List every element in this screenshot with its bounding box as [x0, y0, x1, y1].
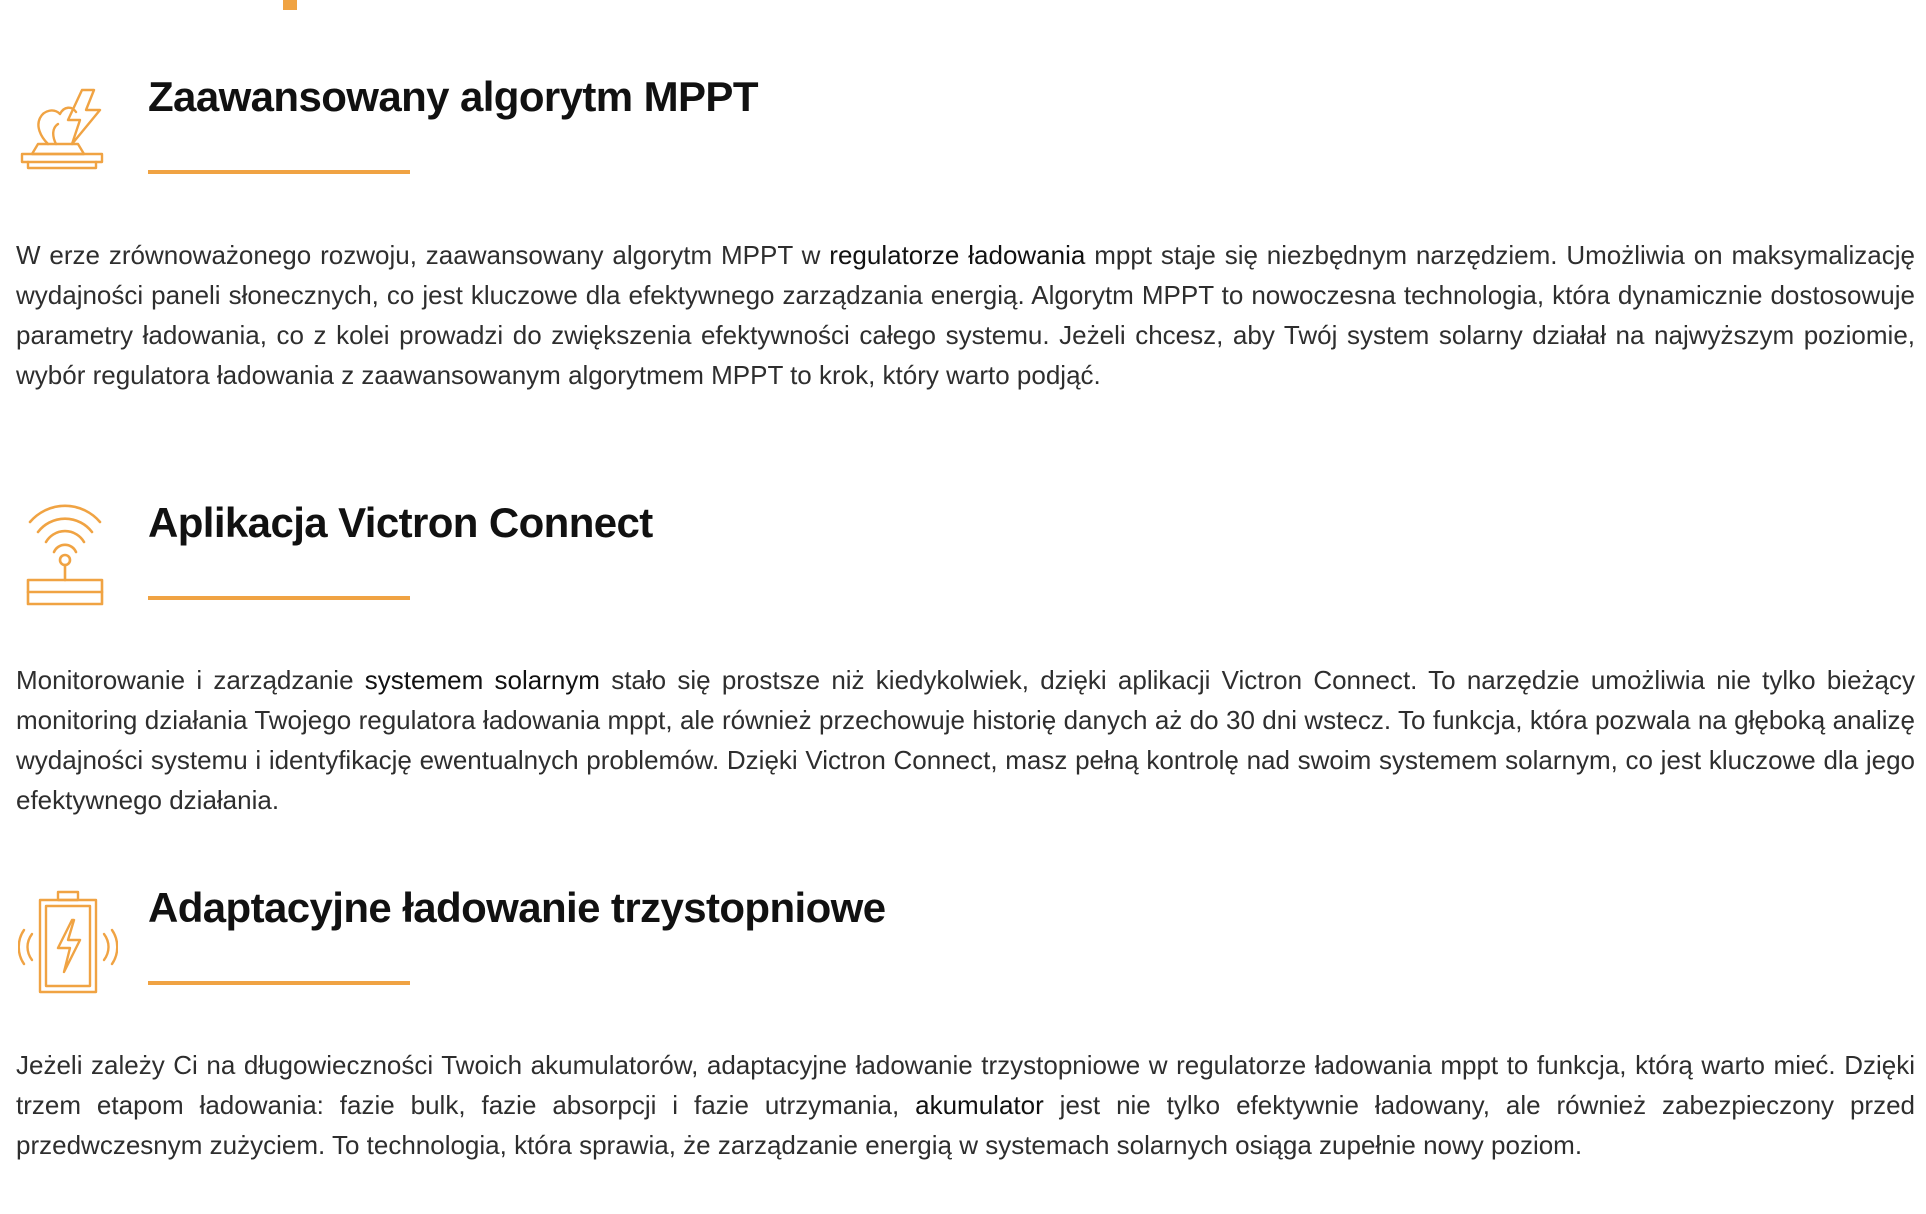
keyword-link[interactable]: akumulator: [915, 1090, 1044, 1120]
section-paragraph: [16, 235, 1915, 395]
keyword-link[interactable]: systemem solarnym: [364, 665, 600, 695]
paragraph-text: stało się prostsze niż kiedykolwiek, dzięki aplikacji Victron Connect. To narzędzie umożliwia nie tylko bieżący monitoring działania Twojego regulatora ładowania mppt, ale również przechowuje historię danych aż do 30 dni wstecz. To funkcja, która pozwala na głęboką analizę wydajności systemu i identyfikację ewentualnych problemów. Dzięki Victron Connect, masz pełną kontrolę nad swoim systemem solarnym, co jest kluczowe dla jego efektywnego działania.: [16, 665, 1915, 815]
section-title: Aplikacja Victron Connect: [148, 499, 653, 546]
title-underline: [148, 981, 410, 985]
solar-panel-lightning-icon: [18, 86, 108, 172]
top-accent-bar: [283, 0, 297, 10]
wifi-router-icon: [18, 502, 108, 606]
keyword-link[interactable]: regulatorze ładowania: [829, 240, 1086, 270]
battery-charging-icon: [18, 890, 118, 994]
title-underline: [148, 170, 410, 174]
paragraph-text: jest nie tylko efektywnie ładowany, ale również zabezpieczony przed przedwczesnym zużyciem. To technologia, która sprawia, że zarządzanie energią w systemach solarnych osiąga zupełnie nowy poziom.: [16, 1090, 1915, 1160]
section-paragraph: [16, 1045, 1915, 1165]
paragraph-text: Jeżeli zależy Ci na długowieczności Twoich akumulatorów, adaptacyjne ładowanie trzystopniowe w regulatorze ładowania mppt to funkcja, którą warto mieć. Dzięki trzem etapom ładowania: fazie bulk, fazie absorpcji i fazie utrzymania,: [16, 1050, 1915, 1120]
paragraph-text: W erze zrównoważonego rozwoju, zaawansowany algorytm MPPT w: [16, 240, 830, 270]
section-title: Zaawansowany algorytm MPPT: [148, 73, 758, 120]
paragraph-text: mppt staje się niezbędnym narzędziem. Umożliwia on maksymalizację wydajności paneli słonecznych, co jest kluczowe dla efektywnego zarządzania energią. Algorytm MPPT to nowoczesna technologia, która dynamicznie dostosowuje parametry ładowania, co z kolei prowadzi do zwiększenia efektywności całego systemu. Jeżeli chcesz, aby Twój system solarny działał na najwyższym poziomie, wybór regulatora ładowania z zaawansowanym algorytmem MPPT to krok, który warto podjąć.: [16, 240, 1915, 390]
section-paragraph: [16, 660, 1915, 820]
paragraph-text: Monitorowanie i zarządzanie: [16, 665, 365, 695]
section-title: Adaptacyjne ładowanie trzystopniowe: [148, 884, 886, 931]
title-underline: [148, 596, 410, 600]
